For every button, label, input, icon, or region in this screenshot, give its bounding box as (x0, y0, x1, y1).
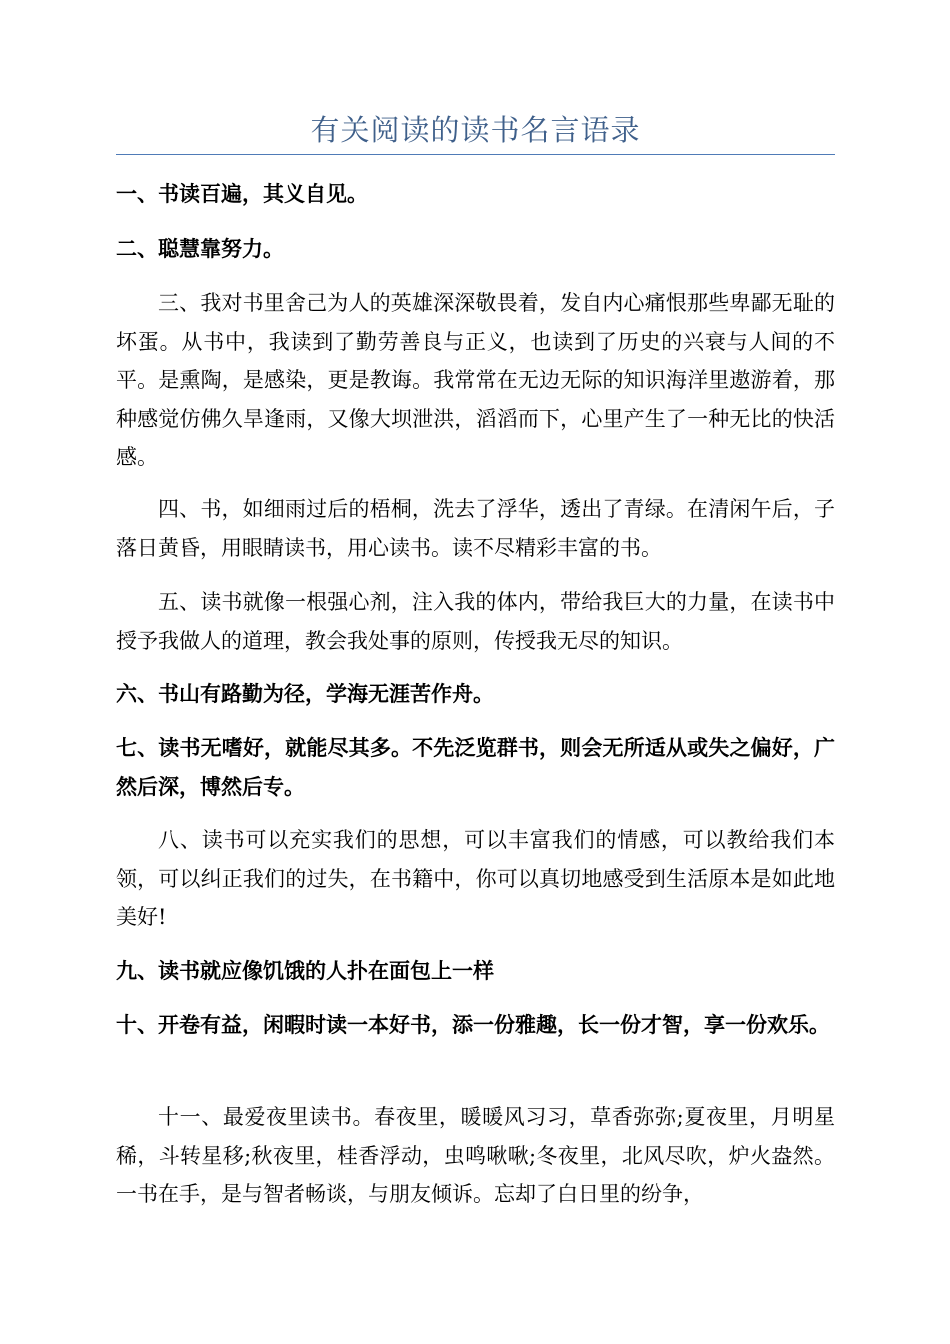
quote-1: 一、书读百遍，其义自见。 (116, 181, 368, 206)
quote-10: 十、开卷有益，闲暇时读一本好书，添一份雅趣，长一份才智，享一份欢乐。 (116, 1012, 830, 1037)
quote-9: 九、读书就应像饥饿的人扑在面包上一样 (116, 958, 494, 983)
title-underline (116, 154, 835, 155)
page-title: 有关阅读的读书名言语录 (310, 113, 641, 147)
quote-5: 五、读书就像一根强心剂，注入我的体内，带给我巨大的力量，在读书中授予我做人的道理，教会我处事的原则，传授我无尽的知识。 (116, 590, 835, 653)
quote-2: 二、聪慧靠努力。 (116, 236, 284, 261)
quote-3: 三、我对书里舍己为人的英雄深深敬畏着，发自内心痛恨那些卑鄙无耻的坏蛋。从书中，我读到了勤劳善良与正义，也读到了历史的兴衰与人间的不平。是熏陶，是感染，更是教诲。我常常在无边无际的知识海洋里遨游着，那种感觉仿佛久旱逢雨，又像大坝泄洪，滔滔而下，心里产生了一种无比的快活感。 (116, 291, 835, 469)
quote-7: 七、读书无嗜好，就能尽其多。不先泛览群书，则会无所适从或失之偏好，广然后深，博然后专。 (116, 735, 835, 799)
quote-6: 六、书山有路勤为径，学海无涯苦作舟。 (116, 681, 494, 706)
quote-11: 十一、最爱夜里读书。春夜里，暖暖风习习，草香弥弥;夏夜里，月明星稀，斗转星移;秋夜里，桂香浮动，虫鸣啾啾;冬夜里，北风尽吹，炉火盎然。一书在手，是与智者畅谈，与朋友倾诉。忘却了白日里的纷争， (116, 1105, 835, 1206)
quote-4: 四、书，如细雨过后的梧桐，洗去了浮华，透出了青绿。在清闲午后，子落日黄昏，用眼睛读书，用心读书。读不尽精彩丰富的书。 (116, 497, 835, 560)
quote-8: 八、读书可以充实我们的思想，可以丰富我们的情感，可以教给我们本领，可以纠正我们的过失，在书籍中，你可以真切地感受到生活原本是如此地美好! (116, 828, 835, 929)
